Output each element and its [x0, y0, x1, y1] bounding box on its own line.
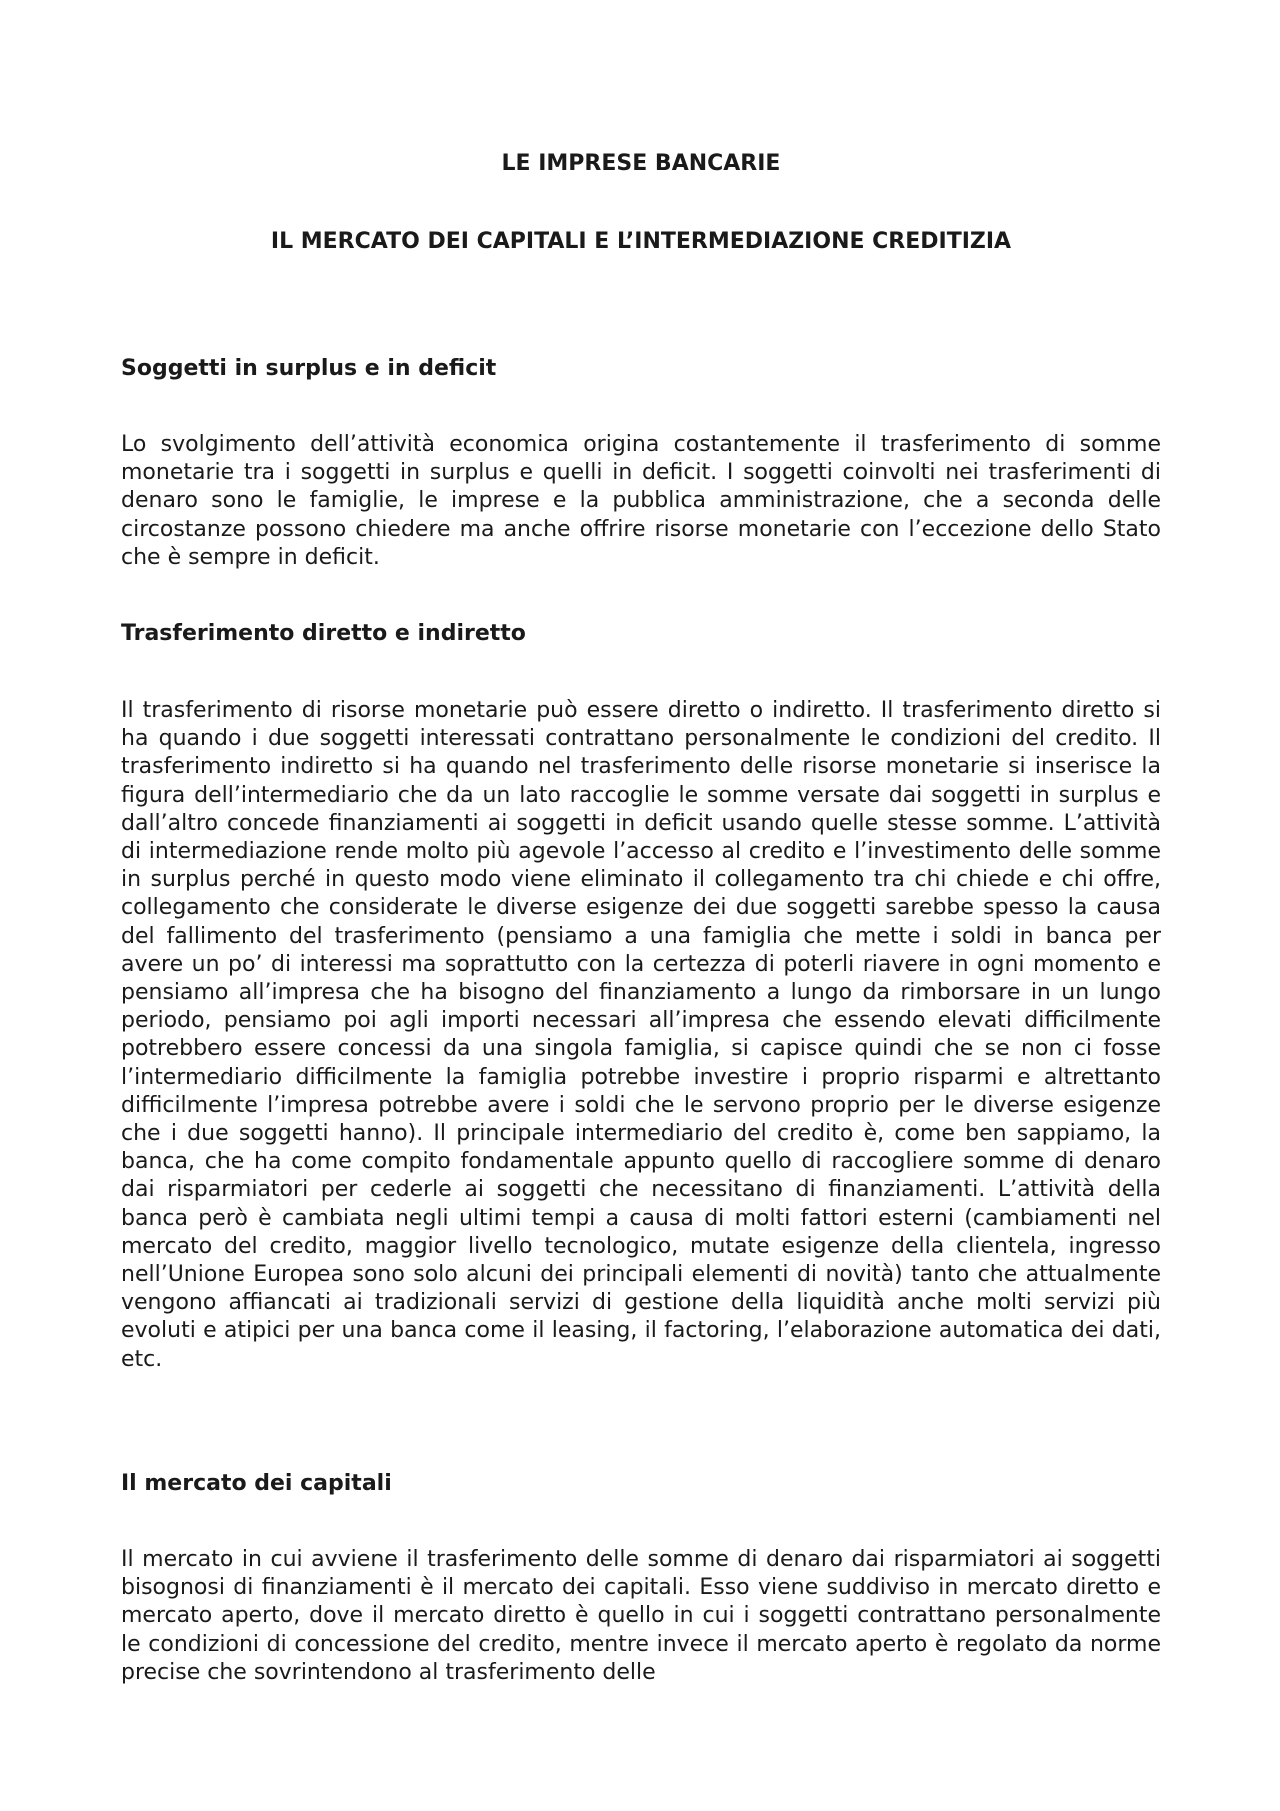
section-text-trasferimento: Il trasferimento di risorse monetarie può essere diretto o indiretto. Il trasferimento diretto si ha quando i due soggetti interessati contrattano personalmente le condizioni del credito. Il trasferimento indiretto si ha quando nel trasferimento delle risorse monetarie si inserisce la figura dell’intermediario che da un lato raccoglie le somme versate dai soggetti in surplus e dall’altro concede finanziamenti ai soggetti in deficit usando quelle stesse somme. L’attività di intermediazione rende molto più agevole l’accesso al credito e l’investimento delle somme in surplus perché in questo modo viene eliminato il collegamento tra chi chiede e chi offre, collegamento che considerate le diverse esigenze dei due soggetti sarebbe spesso la causa del fallimento del trasferimento (pensiamo a una famiglia che mette i soldi in banca per avere un po’ di interessi ma soprattutto con la certezza di poterli riavere in ogni momento e pensiamo all’impresa che ha bisogno del finanziamento a lungo da rimborsare in un lungo periodo, pensiamo poi agli importi necessari all’impresa che essendo elevati difficilmente potrebbero essere concessi da una singola famiglia, si capisce quindi che se non ci fosse l’intermediario difficilmente la famiglia potrebbe investire i proprio risparmi e altrettanto difficilmente l’impresa potrebbe avere i soldi che le servono proprio per le diverse esigenze che i due soggetti hanno). Il principale intermediario del credito è, come ben sappiamo, la banca, che ha come compito fondamentale appunto quello di raccogliere somme di denaro dai risparmiatori per cederle ai soggetti che necessitano di finanziamenti. L’attività della banca però è cambiata negli ultimi tempi a causa di molti fattori esterni (cambiamenti nel mercato del credito, maggior livello tecnologico, mutate esigenze della clientela, ingresso nell’Unione Europea sono solo alcuni dei principali elementi di novità) tanto che attualmente vengono affiancati ai tradizionali servizi di gestione della liquidità anche molti servizi più evoluti e atipici per una banca come il leasing, il factoring, l’elaborazione automatica dei dati, etc.: [121, 698, 1161, 1372]
section-heading-surplus-deficit: Soggetti in surplus e in deficit: [121, 356, 497, 381]
section-heading-trasferimento: Trasferimento diretto e indiretto: [121, 621, 526, 646]
section-heading-mercato-capitali: Il mercato dei capitali: [121, 1471, 392, 1496]
section-text-surplus-deficit: Lo svolgimento dell’attività economica origina costantemente il trasferimento di somme monetarie tra i soggetti in surplus e quelli in deficit. I soggetti coinvolti nei trasferimenti di denaro sono le famiglie, le imprese e la pubblica amministrazione, che a seconda delle circostanze possono chiedere ma anche offrire risorse monetarie con l’eccezione dello Stato che è sempre in deficit.: [121, 432, 1161, 570]
document-title: LE IMPRESE BANCARIE: [501, 151, 781, 176]
section-text-mercato-capitali: Il mercato in cui avviene il trasferimento delle somme di denaro dai risparmiatori ai soggetti bisognosi di finanziamenti è il mercato dei capitali. Esso viene suddiviso in mercato diretto e mercato aperto, dove il mercato diretto è quello in cui i soggetti contrattano personalmente le condizioni di concessione del credito, mentre invece il mercato aperto è regolato da norme precise che sovrintendono al trasferimento delle: [121, 1547, 1161, 1685]
document-subtitle: IL MERCATO DEI CAPITALI E L’INTERMEDIAZIONE CREDITIZIA: [270, 229, 1012, 254]
